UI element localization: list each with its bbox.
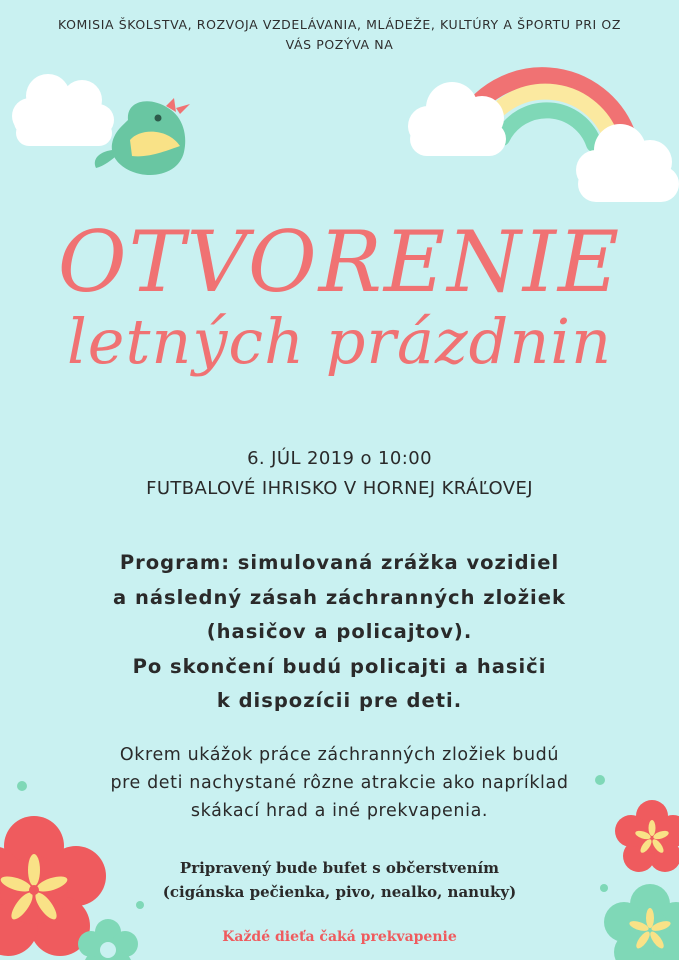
organizer-line: KOMISIA ŠKOLSTVA, ROZVOJA VZDELÁVANIA, MLÁDEŽE, KULTÚRY A ŠPORTU PRI OZ bbox=[57, 17, 622, 32]
organizer-heading bbox=[0, 15, 679, 55]
program-line: Program: simulovaná zrážka vozidiel bbox=[119, 551, 560, 574]
program-line: (hasičov a policajtov). bbox=[206, 620, 473, 643]
attractions-line: skákací hrad a iné prekvapenia. bbox=[190, 801, 489, 821]
buffet-info bbox=[0, 856, 679, 904]
attractions-line: Okrem ukážok práce záchranných zložiek budú bbox=[119, 745, 560, 765]
program-description bbox=[0, 546, 679, 719]
buffet-line: Pripravený bude bufet s občerstvením bbox=[179, 859, 500, 877]
event-date-time: 6. JÚL 2019 o 10:00 bbox=[247, 448, 432, 469]
organizer-line: VÁS POZÝVA NA bbox=[285, 37, 394, 52]
event-subtitle: letných prázdnin bbox=[66, 305, 613, 378]
program-line: a následný zásah záchranných zložiek bbox=[113, 585, 566, 609]
event-title: OTVORENIE bbox=[57, 213, 622, 311]
event-place: FUTBALOVÉ IHRISKO V HORNEJ KRÁĽOVEJ bbox=[146, 478, 533, 499]
attractions-description bbox=[0, 741, 679, 825]
buffet-line: (cigánska pečienka, pivo, nealko, nanuky) bbox=[162, 883, 517, 901]
program-line: Po skončení budú policajti a hasiči bbox=[132, 654, 547, 678]
program-line: k dispozícii pre deti. bbox=[216, 689, 463, 712]
attractions-line: pre deti nachystané rôzne atrakcie ako napríklad bbox=[110, 773, 569, 793]
cloud-icon bbox=[12, 74, 114, 146]
surprise-note: Každé dieťa čaká prekvapenie bbox=[222, 929, 457, 945]
